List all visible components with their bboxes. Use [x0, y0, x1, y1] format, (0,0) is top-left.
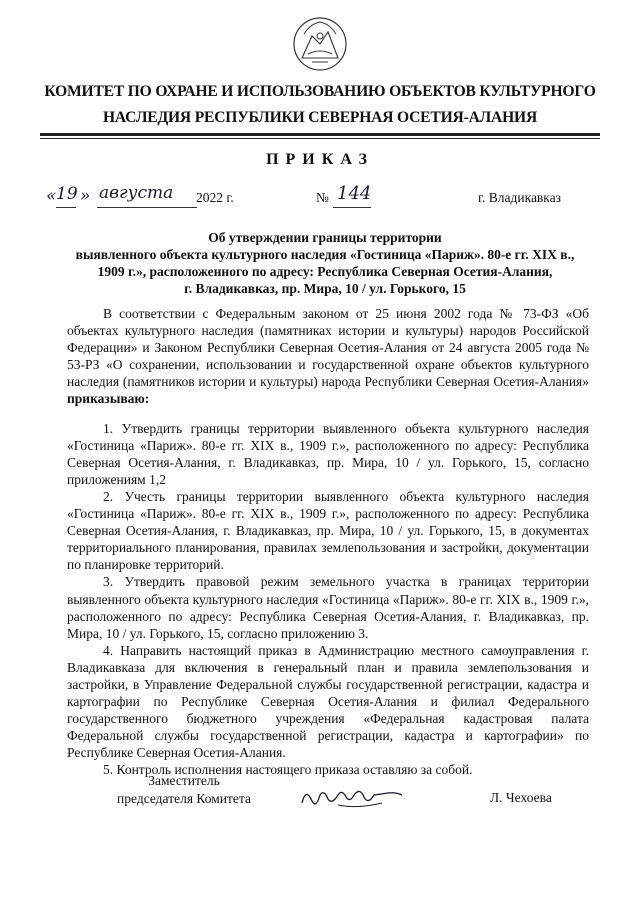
preamble-paragraph [67, 305, 589, 408]
order-item-2: 2. Учесть границы территории выявленного объекта культурного наследия «Гостиница «Париж». 80-е гг. XIX в., 1909 г.», расположенного по адресу: Республика Северная Осетия-Алания, г. Владикавказ, пр. Мира, 10 / ул. Горького, 15, в документах территориального планирования, правилах землепользования и застройки, документации по планировке территорий. [67, 488, 589, 573]
order-number-sign: № [316, 190, 329, 205]
signatory-name: Л. Чехоева [490, 790, 552, 805]
order-item-5: 5. Контроль исполнения настоящего приказа оставляю за собой. [103, 762, 473, 778]
order-number: 144 [337, 183, 372, 204]
title-line-1: Об утверждении границы территории [208, 230, 442, 245]
title-line-3: 1909 г.», расположенного по адресу: Республика Северная Осетия-Алания, [97, 264, 553, 279]
order-body [67, 305, 589, 779]
date-number-line [0, 183, 640, 214]
header-divider-thick [40, 133, 600, 136]
date-day: 19 [56, 184, 78, 204]
title-line-2: выявленного объекта культурного наследия «Гостиница «Париж». 80-е гг. XIX в., [75, 247, 575, 262]
date-year: 2022 г. [196, 190, 234, 205]
date-month-underline [97, 207, 197, 208]
order-word: приказываю: [67, 391, 150, 407]
organization-name-line2: НАСЛЕДИЯ РЕСПУБЛИКИ СЕВЕРНАЯ ОСЕТИЯ-АЛАНИЯ [102, 109, 538, 126]
header-divider-thin [40, 138, 600, 139]
order-number-underline [333, 207, 371, 208]
signatory-position [104, 772, 264, 808]
document-type-heading: ПРИКАЗ [266, 151, 374, 168]
date-quote-close: » [80, 186, 91, 206]
signatory-position-line1: Заместитель [148, 773, 220, 788]
city: г. Владикавказ [478, 190, 561, 205]
order-item-3: 3. Утвердить правовой режим земельного участка в границах территории выявленного объекта культурного наследия «Гостиница «Париж». 80-е гг. XIX в., 1909 г.», расположенного по адресу: Республика Северная Осетия-Алания, г. Владикавказ, пр. Мира, 10 / ул. Горького, 15, согласно приложению 3. [67, 574, 589, 641]
preamble-text: В соответствии с Федеральным законом от 25 июня 2002 года № 73-ФЗ «Об объектах культурного наследия (памятниках истории и культуры) народов Российской Федерации» и Законом Республики Северная Осетия-Алания от 24 августа 2005 года № 53-РЗ «О сохранении, использовании и государственной охране объектов культурного наследия (памятников истории и культуры) народа Республики Северная Осетия-Алания» [67, 306, 589, 390]
order-title [60, 229, 590, 297]
order-item-4: 4. Направить настоящий приказ в Администрацию местного самоуправления г. Владикавказа для включения в генеральный план и правила землепользования и застройки, в Управление Федеральной службы государственной регистрации, кадастра и картографии по Республике Северная Осетия-Алания и филиал Федерального государственного бюджетного учреждения «Федеральная кадастровая палата Федеральной службы государственной регистрации, кадастра и картографии» по Республике Северная Осетия-Алания. [67, 642, 589, 761]
coat-of-arms-icon [290, 14, 350, 74]
organization-name-line1: КОМИТЕТ ПО ОХРАНЕ И ИСПОЛЬЗОВАНИЮ ОБЪЕКТОВ КУЛЬТУРНОГО [44, 83, 596, 100]
order-item-1: 1. Утвердить границы территории выявленного объекта культурного наследия «Гостиница «Париж». 80-е гг. XIX в., 1909 г.», расположенного по адресу: Республика Северная Осетия-Алания, г. Владикавказ, пр. Мира, 10 / ул. Горького, 15, согласно приложениям 1,2 [67, 420, 589, 487]
title-line-4: г. Владикавказ, пр. Мира, 10 / ул. Горького, 15 [184, 281, 466, 296]
date-day-underline [56, 207, 76, 208]
handwritten-signature [298, 783, 408, 811]
signatory-position-line2: председателя Комитета [117, 791, 251, 806]
date-quote-open: « [46, 186, 57, 206]
date-month: августа [99, 183, 174, 203]
